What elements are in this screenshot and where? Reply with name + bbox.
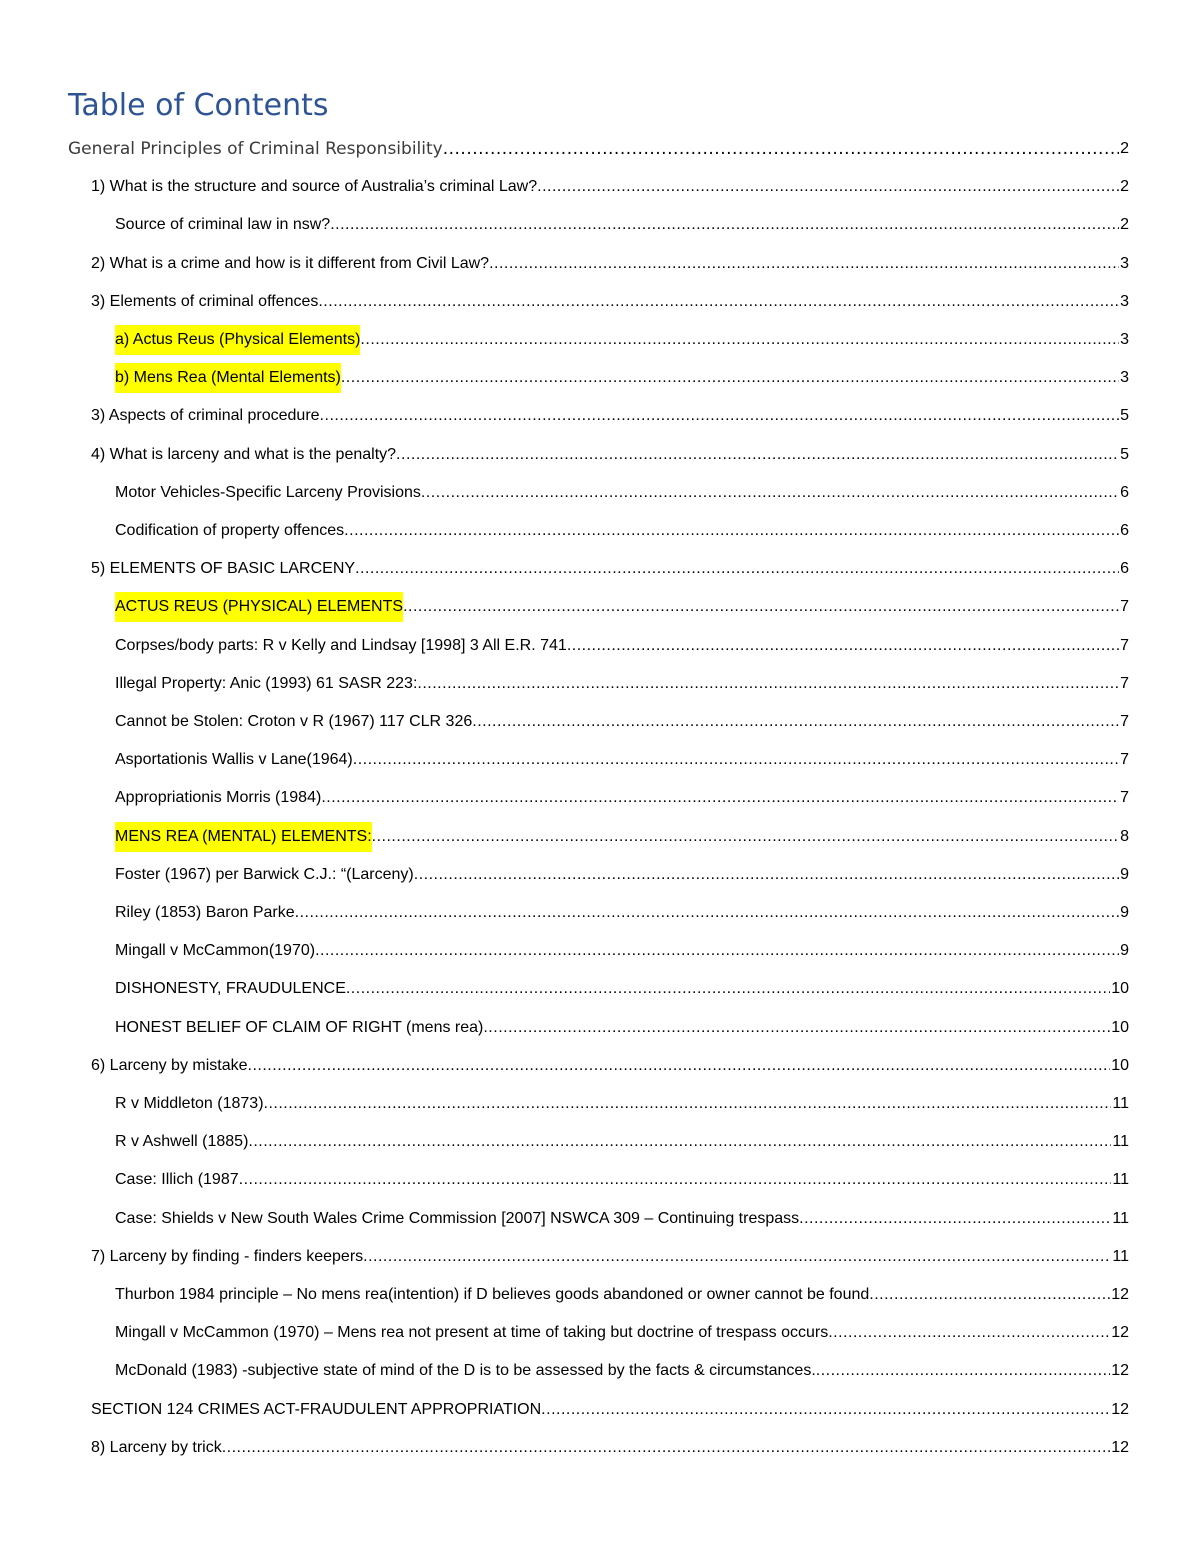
toc-dot-leader	[489, 249, 1119, 279]
toc-page-number: 3	[1120, 292, 1129, 310]
toc-page-number: 5	[1120, 407, 1129, 425]
toc-dot-leader	[239, 1165, 1112, 1195]
toc-entry-text: Appropriationis Morris (1984)	[115, 789, 322, 807]
toc-entry-text: Illegal Property: Anic (1993) 61 SASR 223:	[115, 674, 418, 692]
toc-dot-leader	[472, 707, 1119, 737]
toc-entry[interactable]	[115, 210, 1129, 240]
toc-entry[interactable]	[115, 592, 1129, 622]
toc-entry-text: Case: Illich (1987	[115, 1171, 239, 1189]
toc-entry-text: Source of criminal law in nsw?	[115, 216, 331, 234]
toc-entry[interactable]	[115, 478, 1129, 508]
toc-entry[interactable]	[115, 745, 1129, 775]
toc-page-number: 6	[1120, 483, 1129, 501]
toc-dot-leader	[346, 974, 1110, 1004]
toc-entry-text: 6) Larceny by mistake	[91, 1056, 248, 1074]
toc-dot-leader	[315, 936, 1119, 966]
toc-page-number: 3	[1120, 369, 1129, 387]
toc-dot-leader	[799, 1204, 1111, 1234]
toc-entry-text: 3) Elements of criminal offences	[91, 292, 319, 310]
toc-entry-text: Asportationis Wallis v Lane(1964)	[115, 751, 353, 769]
toc-dot-leader	[537, 172, 1119, 202]
toc-dot-leader	[360, 325, 1119, 355]
toc-page-number: 12	[1111, 1362, 1129, 1380]
toc-entry[interactable]	[115, 1280, 1129, 1310]
toc-page-number: 3	[1120, 331, 1129, 348]
toc-dot-leader	[567, 631, 1119, 661]
toc-page-number: 11	[1112, 1247, 1129, 1265]
toc-entry[interactable]	[91, 1051, 1129, 1081]
toc-entry-text: General Principles of Criminal Responsibility	[68, 139, 443, 159]
toc-page-number: 7	[1120, 789, 1129, 807]
toc-entry-text: a) Actus Reus (Physical Elements)	[115, 325, 360, 355]
toc-dot-leader	[248, 1051, 1111, 1081]
toc-entry-text: 4) What is larceny and what is the penalty?	[91, 445, 397, 463]
toc-dot-leader	[330, 210, 1119, 240]
toc-dot-leader	[248, 1127, 1111, 1157]
toc-dot-leader	[320, 401, 1120, 431]
toc-entry-text: Case: Shields v New South Wales Crime Commission [2007] NSWCA 309 – Continuing trespass	[115, 1209, 800, 1227]
toc-dot-leader	[421, 478, 1119, 508]
toc-entry-text: 8) Larceny by trick	[91, 1438, 222, 1456]
toc-entry[interactable]	[115, 974, 1129, 1004]
toc-entry-text: 3) Aspects of criminal procedure	[91, 407, 320, 425]
toc-page-number: 10	[1111, 980, 1129, 998]
toc-entry[interactable]	[115, 325, 1129, 355]
toc-entry[interactable]	[91, 1242, 1129, 1272]
toc-entry[interactable]	[115, 707, 1129, 737]
toc-entry[interactable]	[91, 1433, 1129, 1463]
toc-dot-leader	[344, 516, 1119, 546]
toc-entry[interactable]	[115, 1318, 1129, 1348]
toc-page-number: 6	[1120, 522, 1129, 539]
toc-page-number: 2	[1120, 178, 1129, 196]
toc-entry-text: HONEST BELIEF OF CLAIM OF RIGHT (mens rea)	[115, 1018, 484, 1036]
toc-page-number: 12	[1111, 1438, 1129, 1456]
toc-entry[interactable]	[115, 936, 1129, 966]
toc-entry-text: DISHONESTY, FRAUDULENCE	[115, 980, 346, 998]
toc-page-number: 7	[1120, 674, 1129, 692]
toc-entry[interactable]	[91, 172, 1129, 202]
toc-entry[interactable]	[115, 1013, 1129, 1043]
toc-entry-text: Thurbon 1984 principle – No mens rea(intention) if D believes goods abandoned or owner cannot be found	[115, 1286, 870, 1303]
toc-entry-text: Motor Vehicles-Specific Larceny Provisions	[115, 483, 421, 501]
toc-entry[interactable]	[91, 249, 1129, 279]
toc-entry[interactable]	[68, 134, 1129, 164]
toc-entry[interactable]	[115, 1089, 1129, 1119]
toc-page-number: 2	[1120, 140, 1129, 157]
toc-dot-leader	[372, 822, 1119, 852]
toc-entry-text: Riley (1853) Baron Parke	[115, 904, 295, 921]
toc-dot-leader	[355, 554, 1119, 584]
toc-page-number: 7	[1120, 598, 1129, 616]
toc-dot-leader	[222, 1433, 1110, 1463]
toc-page-number: 7	[1120, 751, 1129, 769]
toc-entry[interactable]	[115, 860, 1129, 890]
toc-page-number: 11	[1112, 1171, 1129, 1189]
toc-dot-leader	[828, 1318, 1110, 1348]
toc-entry[interactable]	[115, 822, 1129, 852]
toc-entry-text: McDonald (1983) -subjective state of mind of the D is to be assessed by the facts & circumstances.	[115, 1362, 816, 1380]
toc-entry-text: 1) What is the structure and source of Australia’s criminal Law?	[91, 178, 538, 196]
toc-page-number: 12	[1111, 1324, 1129, 1342]
toc-entry[interactable]	[115, 669, 1129, 699]
toc-page-number: 11	[1112, 1209, 1129, 1227]
toc-dot-leader	[414, 860, 1119, 890]
toc-dot-leader	[295, 898, 1119, 928]
toc-page-number: 12	[1111, 1400, 1129, 1418]
toc-title: Table of Contents	[68, 88, 329, 123]
toc-dot-leader	[264, 1089, 1112, 1119]
toc-entry-text: MENS REA (MENTAL) ELEMENTS:	[115, 822, 372, 852]
toc-entry-text: b) Mens Rea (Mental Elements)	[115, 363, 341, 393]
toc-entry[interactable]	[115, 1127, 1129, 1157]
toc-page-number: 9	[1120, 904, 1129, 921]
toc-dot-leader	[318, 287, 1119, 317]
toc-entry[interactable]	[115, 1165, 1129, 1195]
toc-entry-text: Foster (1967) per Barwick C.J.: “(Larceny)	[115, 865, 414, 883]
toc-page-number: 12	[1111, 1286, 1129, 1303]
toc-page-number: 10	[1111, 1056, 1129, 1074]
toc-entry[interactable]	[115, 1204, 1129, 1234]
toc-dot-leader	[353, 745, 1119, 775]
toc-dot-leader	[816, 1356, 1110, 1386]
toc-entry-text: 5) ELEMENTS OF BASIC LARCENY	[91, 560, 356, 578]
toc-entry-text: Codification of property offences	[115, 522, 345, 539]
toc-page-number: 3	[1120, 254, 1129, 272]
toc-page-number: 11	[1112, 1095, 1129, 1112]
toc-entry[interactable]	[91, 440, 1129, 470]
toc-entry-text: 7) Larceny by finding - finders keepers	[91, 1247, 364, 1265]
toc-entry-text: ACTUS REUS (PHYSICAL) ELEMENTS	[115, 592, 403, 622]
toc-page-number: 7	[1120, 636, 1129, 654]
toc-dot-leader	[417, 669, 1119, 699]
toc-page-number: 9	[1120, 942, 1129, 960]
toc-page-number: 8	[1120, 827, 1129, 845]
toc-entry[interactable]	[91, 401, 1129, 431]
toc-entry-text: Mingall v McCammon(1970)	[115, 942, 316, 960]
toc-entry[interactable]	[115, 631, 1129, 661]
toc-page-number: 7	[1120, 713, 1129, 730]
toc-dot-leader	[321, 783, 1119, 813]
toc-page-number: 11	[1112, 1133, 1129, 1151]
toc-entry[interactable]	[115, 1356, 1129, 1386]
toc-dot-leader	[403, 592, 1119, 622]
toc-entry-text: R v Middleton (1873)	[115, 1095, 264, 1112]
toc-entry[interactable]	[91, 1395, 1129, 1425]
toc-entry-text: Cannot be Stolen: Croton v R (1967) 117 CLR 326	[115, 713, 473, 730]
toc-dot-leader	[341, 363, 1119, 393]
toc-dot-leader	[869, 1280, 1110, 1310]
toc-page-number: 9	[1120, 865, 1129, 883]
toc-page-number: 2	[1120, 216, 1129, 234]
toc-entry-text: Mingall v McCammon (1970) – Mens rea not present at time of taking but doctrine of trespass occurs	[115, 1324, 829, 1342]
toc-entry[interactable]	[115, 898, 1129, 928]
toc-dot-leader	[483, 1013, 1110, 1043]
toc-page-number: 6	[1120, 560, 1129, 578]
toc-page-number: 10	[1111, 1018, 1129, 1036]
toc-dot-leader	[541, 1395, 1110, 1425]
toc-entry[interactable]	[91, 554, 1129, 584]
toc-entry[interactable]	[115, 783, 1129, 813]
toc-page-number: 5	[1120, 445, 1129, 463]
toc-dot-leader	[396, 440, 1119, 470]
toc-entry-text: 2) What is a crime and how is it different from Civil Law?	[91, 254, 490, 272]
toc-dot-leader	[363, 1242, 1111, 1272]
toc-entry[interactable]	[115, 363, 1129, 393]
toc-entry[interactable]	[115, 516, 1129, 546]
toc-entry-text: SECTION 124 CRIMES ACT-FRAUDULENT APPROPRIATION	[91, 1400, 542, 1418]
toc-entry[interactable]	[91, 287, 1129, 317]
toc-entry-text: Corpses/body parts: R v Kelly and Lindsay [1998] 3 All E.R. 741	[115, 636, 567, 654]
toc-dot-leader	[443, 134, 1119, 164]
toc-entry-text: R v Ashwell (1885)	[115, 1133, 249, 1151]
